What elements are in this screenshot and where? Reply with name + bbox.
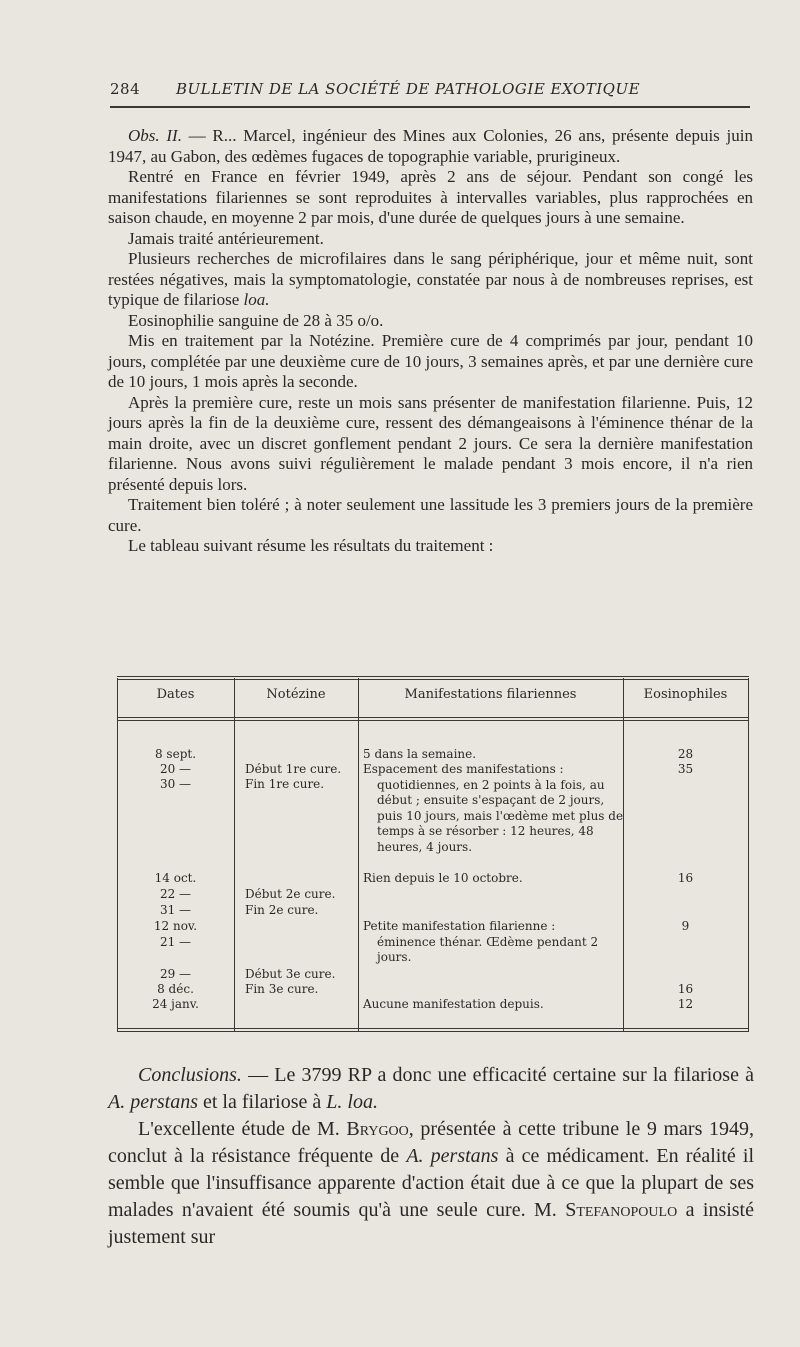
date-cell: 20 — (159, 762, 192, 776)
header-manifestations: Manifestations filariennes (404, 687, 577, 702)
species-perstans: A. perstans (108, 1091, 198, 1113)
table-bottom-rule (117, 1028, 749, 1029)
author-name: Stefanopoulo (565, 1199, 678, 1221)
header-notezine: Notézine (266, 687, 326, 702)
observation-paragraph: Mis en traitement par la Notézine. Première cure de 4 comprimés par jour, pendant 10 jours, complétée par une deuxième cure de 10 jours, 3 semaines après, et par une dernière cure de 10 jours, 1 mois après la seconde. (108, 331, 753, 391)
conclusions-paragraph: Conclusions. — Le 3799 RP a donc une efficacité certaine sur la filariose à A. perstans et la filariose à L. loa. (108, 1064, 754, 1113)
observation-paragraph: Rentré en France en février 1949, après 2 ans de séjour. Pendant son congé les manifestations filariennes se sont reproduites à intervalles variables, plus rapprochées en saison chaude, en moyenne 2 par mois, d'une durée de quelques jours à une semaine. (108, 167, 753, 227)
date-cell: 24 janv. (152, 997, 199, 1011)
notezine-cell: Début 1re cure. (245, 762, 342, 776)
manifestation-cell: Espacement des manifestations : quotidiennes, en 2 points à la fois, au début ; ensuite s'espaçant de 2 jours, puis 10 jours, mais l'œdème met plus de temps à se résorber : 12 heures, 48 heures, 4 jours. (363, 762, 624, 854)
header-eosinophiles: Eosinophiles (643, 687, 728, 702)
running-header (110, 80, 750, 108)
manifestation-cell: Petite manifestation filarienne : éminence thénar. Œdème pendant 2 jours. (363, 919, 599, 964)
notezine-cell: Fin 3e cure. (245, 982, 319, 996)
observation-paragraph: Le tableau suivant résume les résultats du traitement : (128, 536, 494, 555)
table-top-rule (117, 676, 749, 677)
notezine-cell: Fin 1re cure. (245, 777, 325, 791)
eosinophile-cell: 16 (677, 982, 694, 996)
date-cell: 29 — (159, 967, 192, 981)
journal-title: BULLETIN DE LA SOCIÉTÉ DE PATHOLOGIE EXOTIQUE (176, 80, 641, 98)
species-loa: L. loa. (326, 1091, 378, 1113)
date-cell: 14 oct. (154, 871, 197, 885)
manifestation-cell: Aucune manifestation depuis. (363, 997, 544, 1011)
eosinophile-cell: 28 (677, 747, 694, 761)
eosinophile-cell: 16 (677, 871, 694, 885)
eosinophile-cell: 35 (677, 762, 694, 776)
manifestation-cell: Rien depuis le 10 octobre. (363, 871, 523, 885)
eosinophile-cell: 9 (681, 919, 690, 933)
observation-paragraph: Après la première cure, reste un mois sans présenter de manifestation filarienne. Puis, 12 jours après la fin de la deuxième cure, ressent des démangeaisons à l'éminence thénar de la main droite, avec un discret gonflement pendant 2 jours. Ce sera la dernière manifestation filarienne. Nous avons suivi régulièrement le malade pendant 3 mois encore, il n'a rien présenté depuis lors. (108, 392, 753, 494)
table-border (748, 678, 749, 1031)
date-cell: 22 — (159, 887, 192, 901)
date-cell: 8 sept. (154, 747, 197, 761)
author-name: Brygoo (346, 1118, 409, 1140)
header-rule (110, 106, 750, 108)
eosinophile-cell: 12 (677, 997, 694, 1011)
conclusions-paragraph: L'excellente étude de M. Brygoo, présentée à cette tribune le 9 mars 1949, conclut à la résistance fréquente de A. perstans à ce médicament. En réalité il semble que l'insuffisance apparente d'action était due à ce que la plupart de ses malades n'avaient été soumis qu'à une seule cure. M. Stefanopoulo a insisté justement sur (108, 1118, 755, 1248)
treatment-table (117, 673, 749, 1037)
notezine-cell: Début 2e cure. (245, 887, 336, 901)
table-top-rule (117, 679, 749, 680)
table-bottom-rule (117, 1031, 749, 1032)
date-cell: 31 — (159, 903, 192, 917)
date-cell: 12 nov. (153, 919, 198, 933)
species-loa: loa. (243, 290, 270, 309)
conclusions-text (108, 1062, 754, 1251)
header-dates: Dates (156, 687, 195, 702)
observation-label: Obs. II. (128, 126, 182, 145)
page-number: 284 (110, 80, 141, 98)
observation-paragraph: Eosinophilie sanguine de 28 à 35 o/o. (128, 310, 384, 330)
notezine-cell: Fin 2e cure. (245, 903, 319, 917)
manifestation-cell: 5 dans la semaine. (363, 747, 477, 761)
observation-paragraph: Plusieurs recherches de microfilaires dans le sang périphérique, jour et même nuit, sont restées négatives, mais la symptomatologie, constatée par nous à de nombreuses reprises, est typique de filariose loa. (108, 249, 753, 309)
date-cell: 30 — (159, 777, 192, 791)
notezine-cell: Début 3e cure. (245, 967, 336, 981)
date-cell: 21 — (159, 935, 192, 949)
table-header-rule (117, 720, 749, 721)
column-divider (234, 678, 235, 1031)
observation-intro: Obs. II. — R... Marcel, ingénieur des Mines aux Colonies, 26 ans, présente depuis juin 1947, au Gabon, des œdèmes fugaces de topographie variable, prurigineux. (108, 126, 753, 166)
date-cell: 8 déc. (157, 982, 194, 996)
species-perstans: A. perstans (406, 1145, 499, 1167)
observation-text (108, 126, 753, 557)
observation-paragraph: Traitement bien toléré ; à noter seulement une lassitude les 3 premiers jours de la première cure. (108, 495, 753, 535)
conclusions-label: Conclusions. (138, 1064, 242, 1086)
table-header-rule (117, 717, 749, 718)
observation-paragraph: Jamais traité antérieurement. (128, 228, 324, 248)
column-divider (358, 678, 359, 1031)
